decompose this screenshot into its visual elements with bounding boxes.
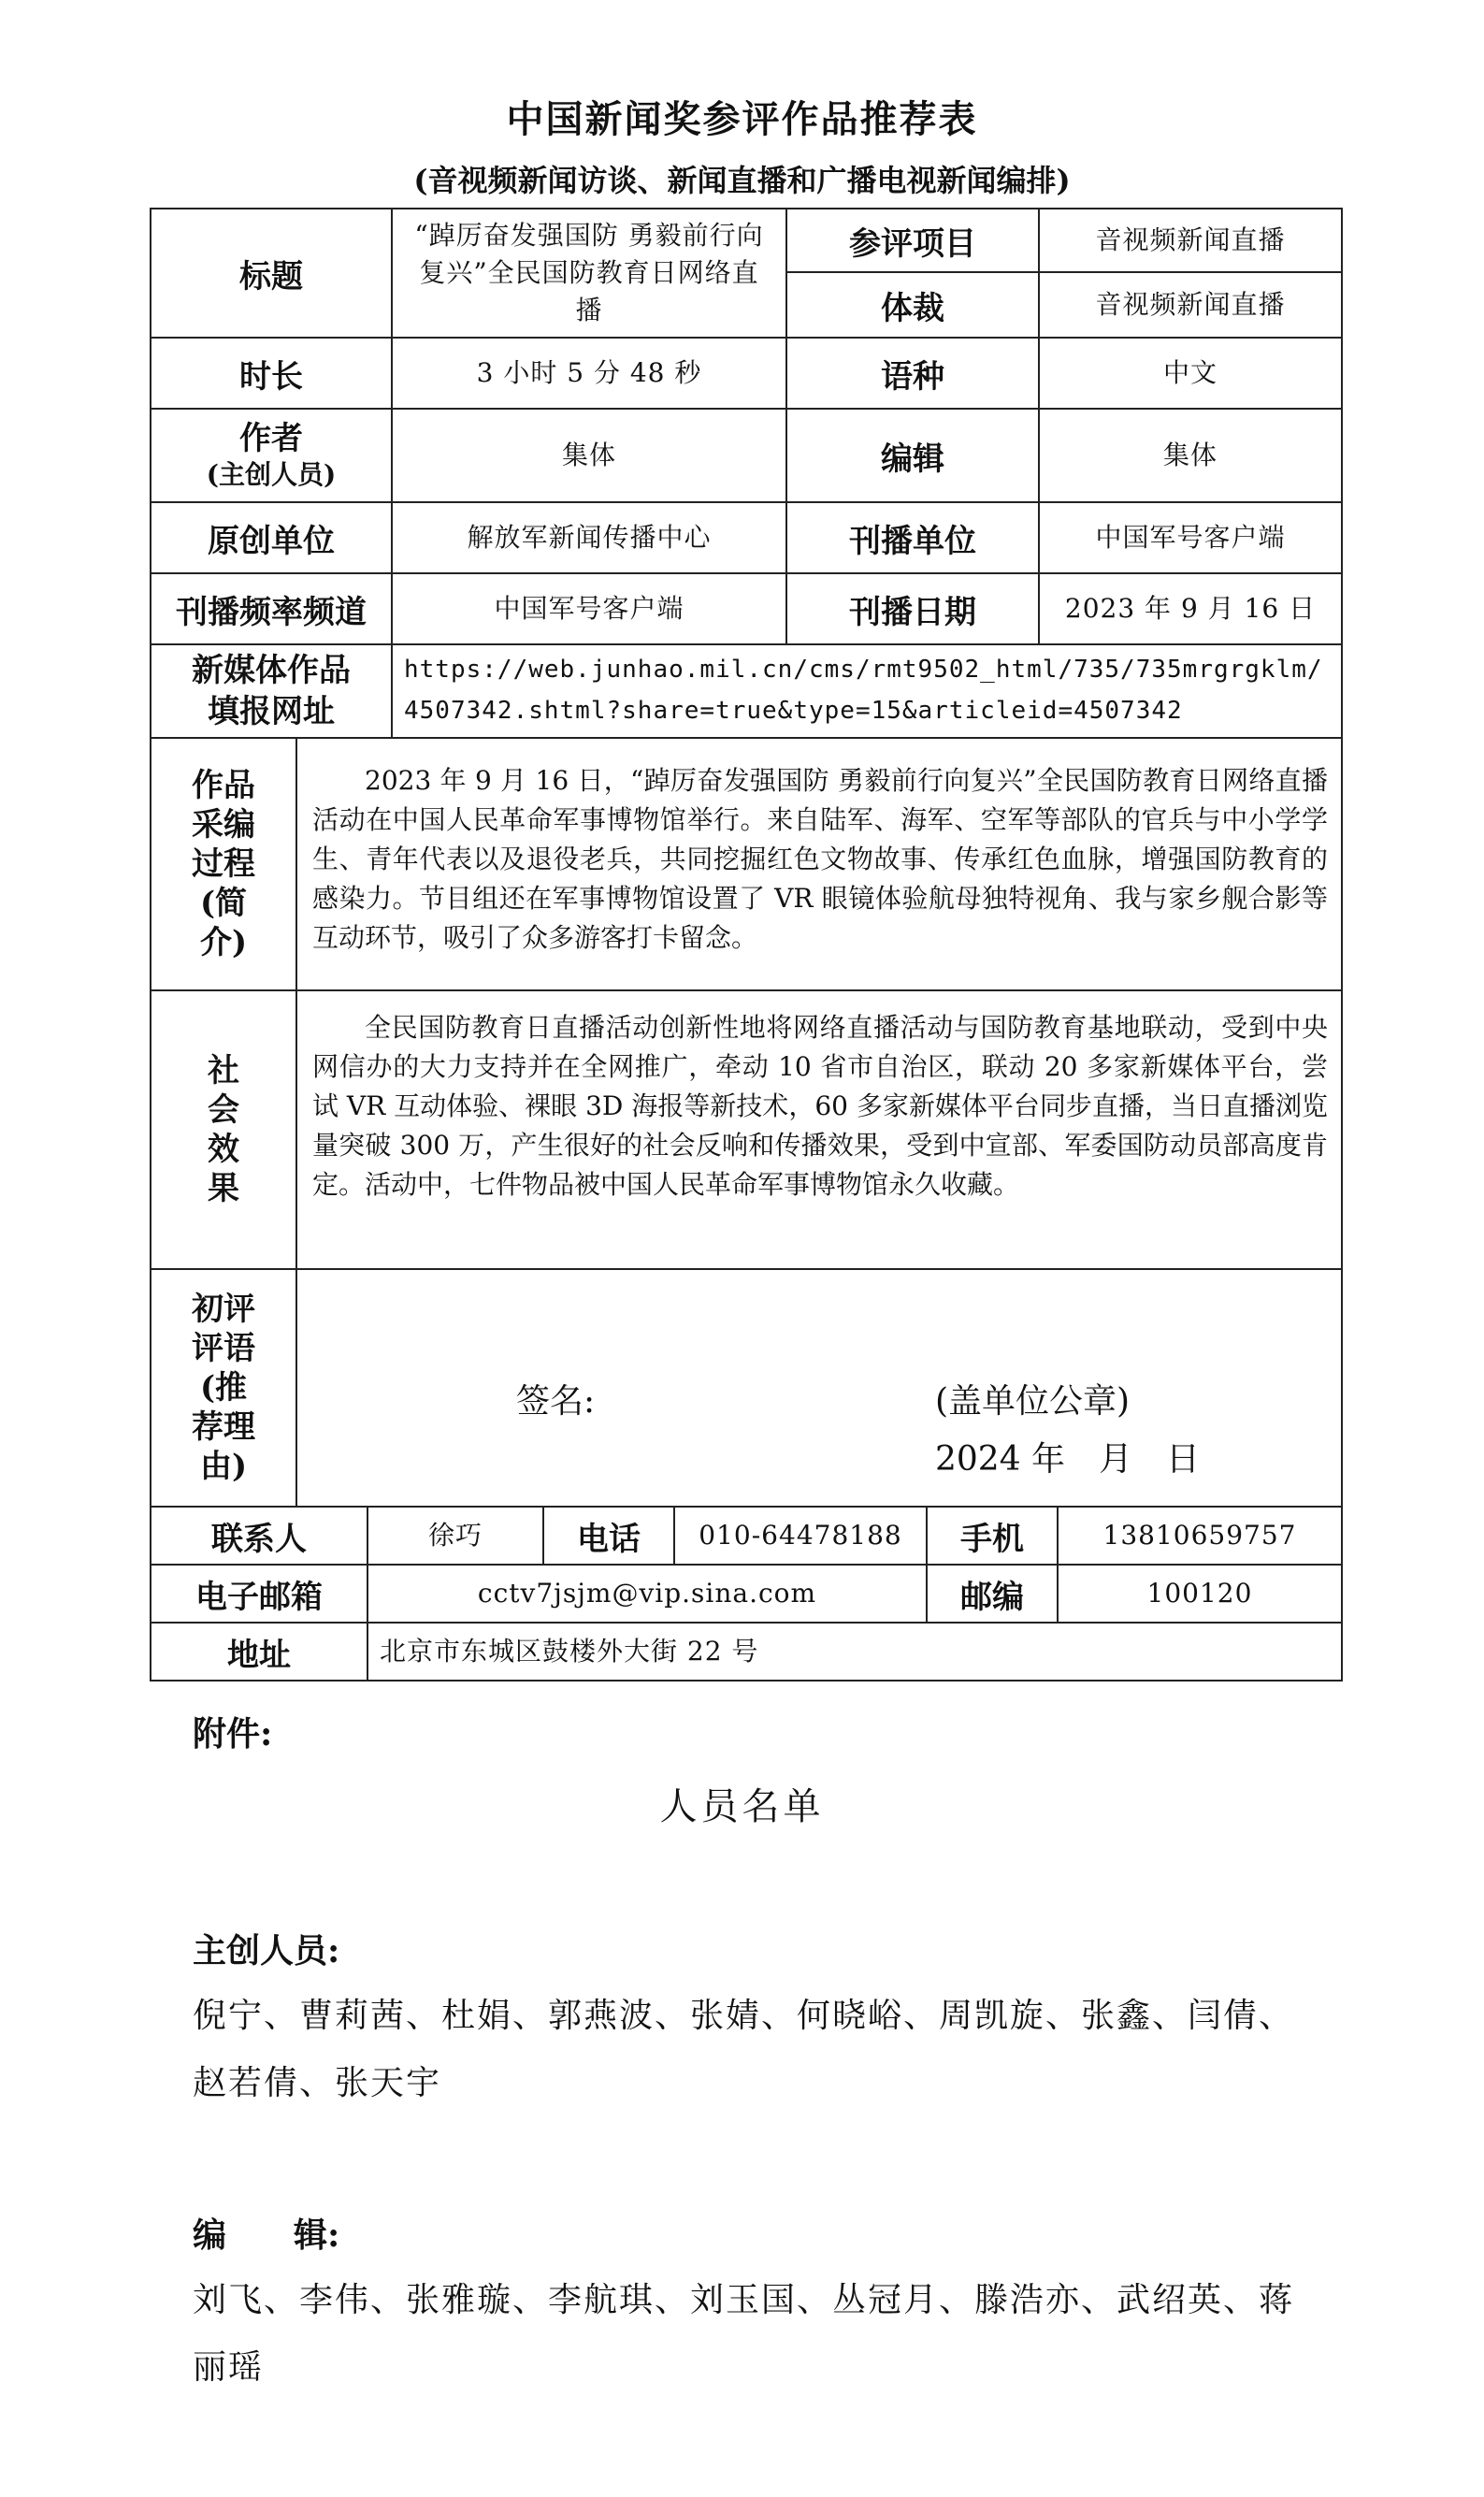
editor-value: 集体 <box>1162 440 1217 470</box>
publisher-label: 刊播单位 <box>849 522 976 560</box>
duration-value: 3 小时 5 分 48 秒 <box>476 357 702 388</box>
phone-label: 电话 <box>577 1520 641 1558</box>
editors-label: 编 辑: <box>193 2216 340 2255</box>
date-value: 2023 年 9 月 16 日 <box>1064 593 1317 624</box>
review-label: 初评评语(推荐理由) <box>192 1291 255 1485</box>
page-subtitle: (音视频新闻访谈、新闻直播和广播电视新闻编排) <box>413 163 1071 198</box>
origin-value: 解放军新闻传播中心 <box>467 522 712 553</box>
email-label: 电子邮箱 <box>195 1578 323 1616</box>
postcode-label: 邮编 <box>960 1578 1024 1616</box>
publisher-value: 中国军号客户端 <box>1095 522 1286 553</box>
title-value: “踔厉奋发强国防 勇毅前行向复兴”全民国防教育日网络直播 <box>414 220 764 325</box>
table-rule <box>150 737 1343 739</box>
effect-text: 全民国防教育日直播活动创新性地将网络直播活动与国防教育基地联动，受到中央网信办的大力支持并在全网推广，牵动 10 省市自治区，联动 20 多家新媒体平台，尝试 VR 互动体验、裸眼 3D 海报等新技术，60 多家新媒体平台同步直播，当日直播浏览量突破 300 万，产生很好的社会反响和传播效果，受到中宣部、军委国防动员部高度肯定。活动中，七件物品被中国人民革命军事博物馆永久收藏。 <box>312 1012 1328 1200</box>
author-label: 作者 <box>239 420 303 457</box>
mobile-label: 手机 <box>960 1520 1024 1558</box>
creators-label: 主创人员: <box>193 1931 340 1970</box>
category-label: 参评项目 <box>849 224 976 263</box>
table-border-right <box>1341 208 1343 1680</box>
mobile-value: 13810659757 <box>1102 1520 1297 1551</box>
author-value: 集体 <box>561 440 616 470</box>
contact-label: 联系人 <box>211 1520 307 1558</box>
language-value: 中文 <box>1162 357 1217 388</box>
table-rule <box>295 737 297 1506</box>
genre-value: 音视频新闻直播 <box>1095 289 1286 320</box>
date-label: 刊播日期 <box>849 593 976 631</box>
url-label: 新媒体作品填报网址 <box>192 652 351 730</box>
duration-label: 时长 <box>239 357 303 396</box>
address-label: 地址 <box>227 1636 291 1674</box>
author-label-cell <box>151 410 391 501</box>
sign-label: 签名: <box>516 1382 596 1421</box>
editors-list: 刘飞、李伟、张雅璇、李航琪、刘玉国、丛冠月、滕浩亦、武绍英、蒋丽瑶 <box>193 2281 1295 2387</box>
creators-list: 倪宁、曹莉茜、杜娟、郭燕波、张婧、何晓峪、周凯旋、张鑫、闫倩、赵若倩、张天宇 <box>193 1997 1295 2102</box>
sign-date: 2024 年 月 日 <box>935 1440 1201 1479</box>
process-text: 2023 年 9 月 16 日，“踔厉奋发强国防 勇毅前行向复兴”全民国防教育日网络直播活动在中国人民革命军事博物馆举行。来自陆军、海军、空军等部队的官兵与中小学学生、青年代表以及退役老兵，共同挖掘红色文物故事、传承红色血脉，增强国防教育的感染力。节目组还在军事博物馆设置了 VR 眼镜体验航母独特视角、我与家乡舰合影等互动环节，吸引了众多游客打卡留念。 <box>312 765 1328 953</box>
address-value: 北京市东城区鼓楼外大街 22 号 <box>380 1636 759 1667</box>
author-label-sub: (主创人员) <box>206 459 337 490</box>
effect-label: 社会效果 <box>208 1052 239 1207</box>
language-label: 语种 <box>881 357 944 396</box>
seal-label: (盖单位公章) <box>935 1382 1131 1421</box>
page-title: 中国新闻奖参评作品推荐表 <box>506 97 978 141</box>
category-value: 音视频新闻直播 <box>1095 224 1286 255</box>
postcode-value: 100120 <box>1146 1578 1253 1609</box>
table-border-bottom <box>150 1680 1343 1682</box>
channel-label: 刊播频率频道 <box>176 593 367 631</box>
genre-label: 体裁 <box>881 289 944 327</box>
table-rule <box>391 643 393 737</box>
appendix-title: 人员名单 <box>659 1785 825 1828</box>
contact-value: 徐巧 <box>427 1520 483 1551</box>
title-label: 标题 <box>239 257 303 296</box>
appendix-label: 附件: <box>193 1714 273 1754</box>
table-rule <box>150 1268 1343 1270</box>
origin-label: 原创单位 <box>208 522 335 560</box>
email-value[interactable]: cctv7jsjm@vip.sina.com <box>477 1578 817 1609</box>
editor-label: 编辑 <box>881 440 944 478</box>
table-rule <box>150 989 1343 991</box>
phone-value: 010-64478188 <box>699 1520 902 1551</box>
url-value[interactable]: https://web.junhao.mil.cn/cms/rmt9502_html/735/735mrgrgklm/4507342.shtml?share=true&type=15&articleid=4507342 <box>404 656 1323 725</box>
process-label: 作品采编过程(简介) <box>192 767 255 961</box>
channel-value: 中国军号客户端 <box>494 593 684 624</box>
